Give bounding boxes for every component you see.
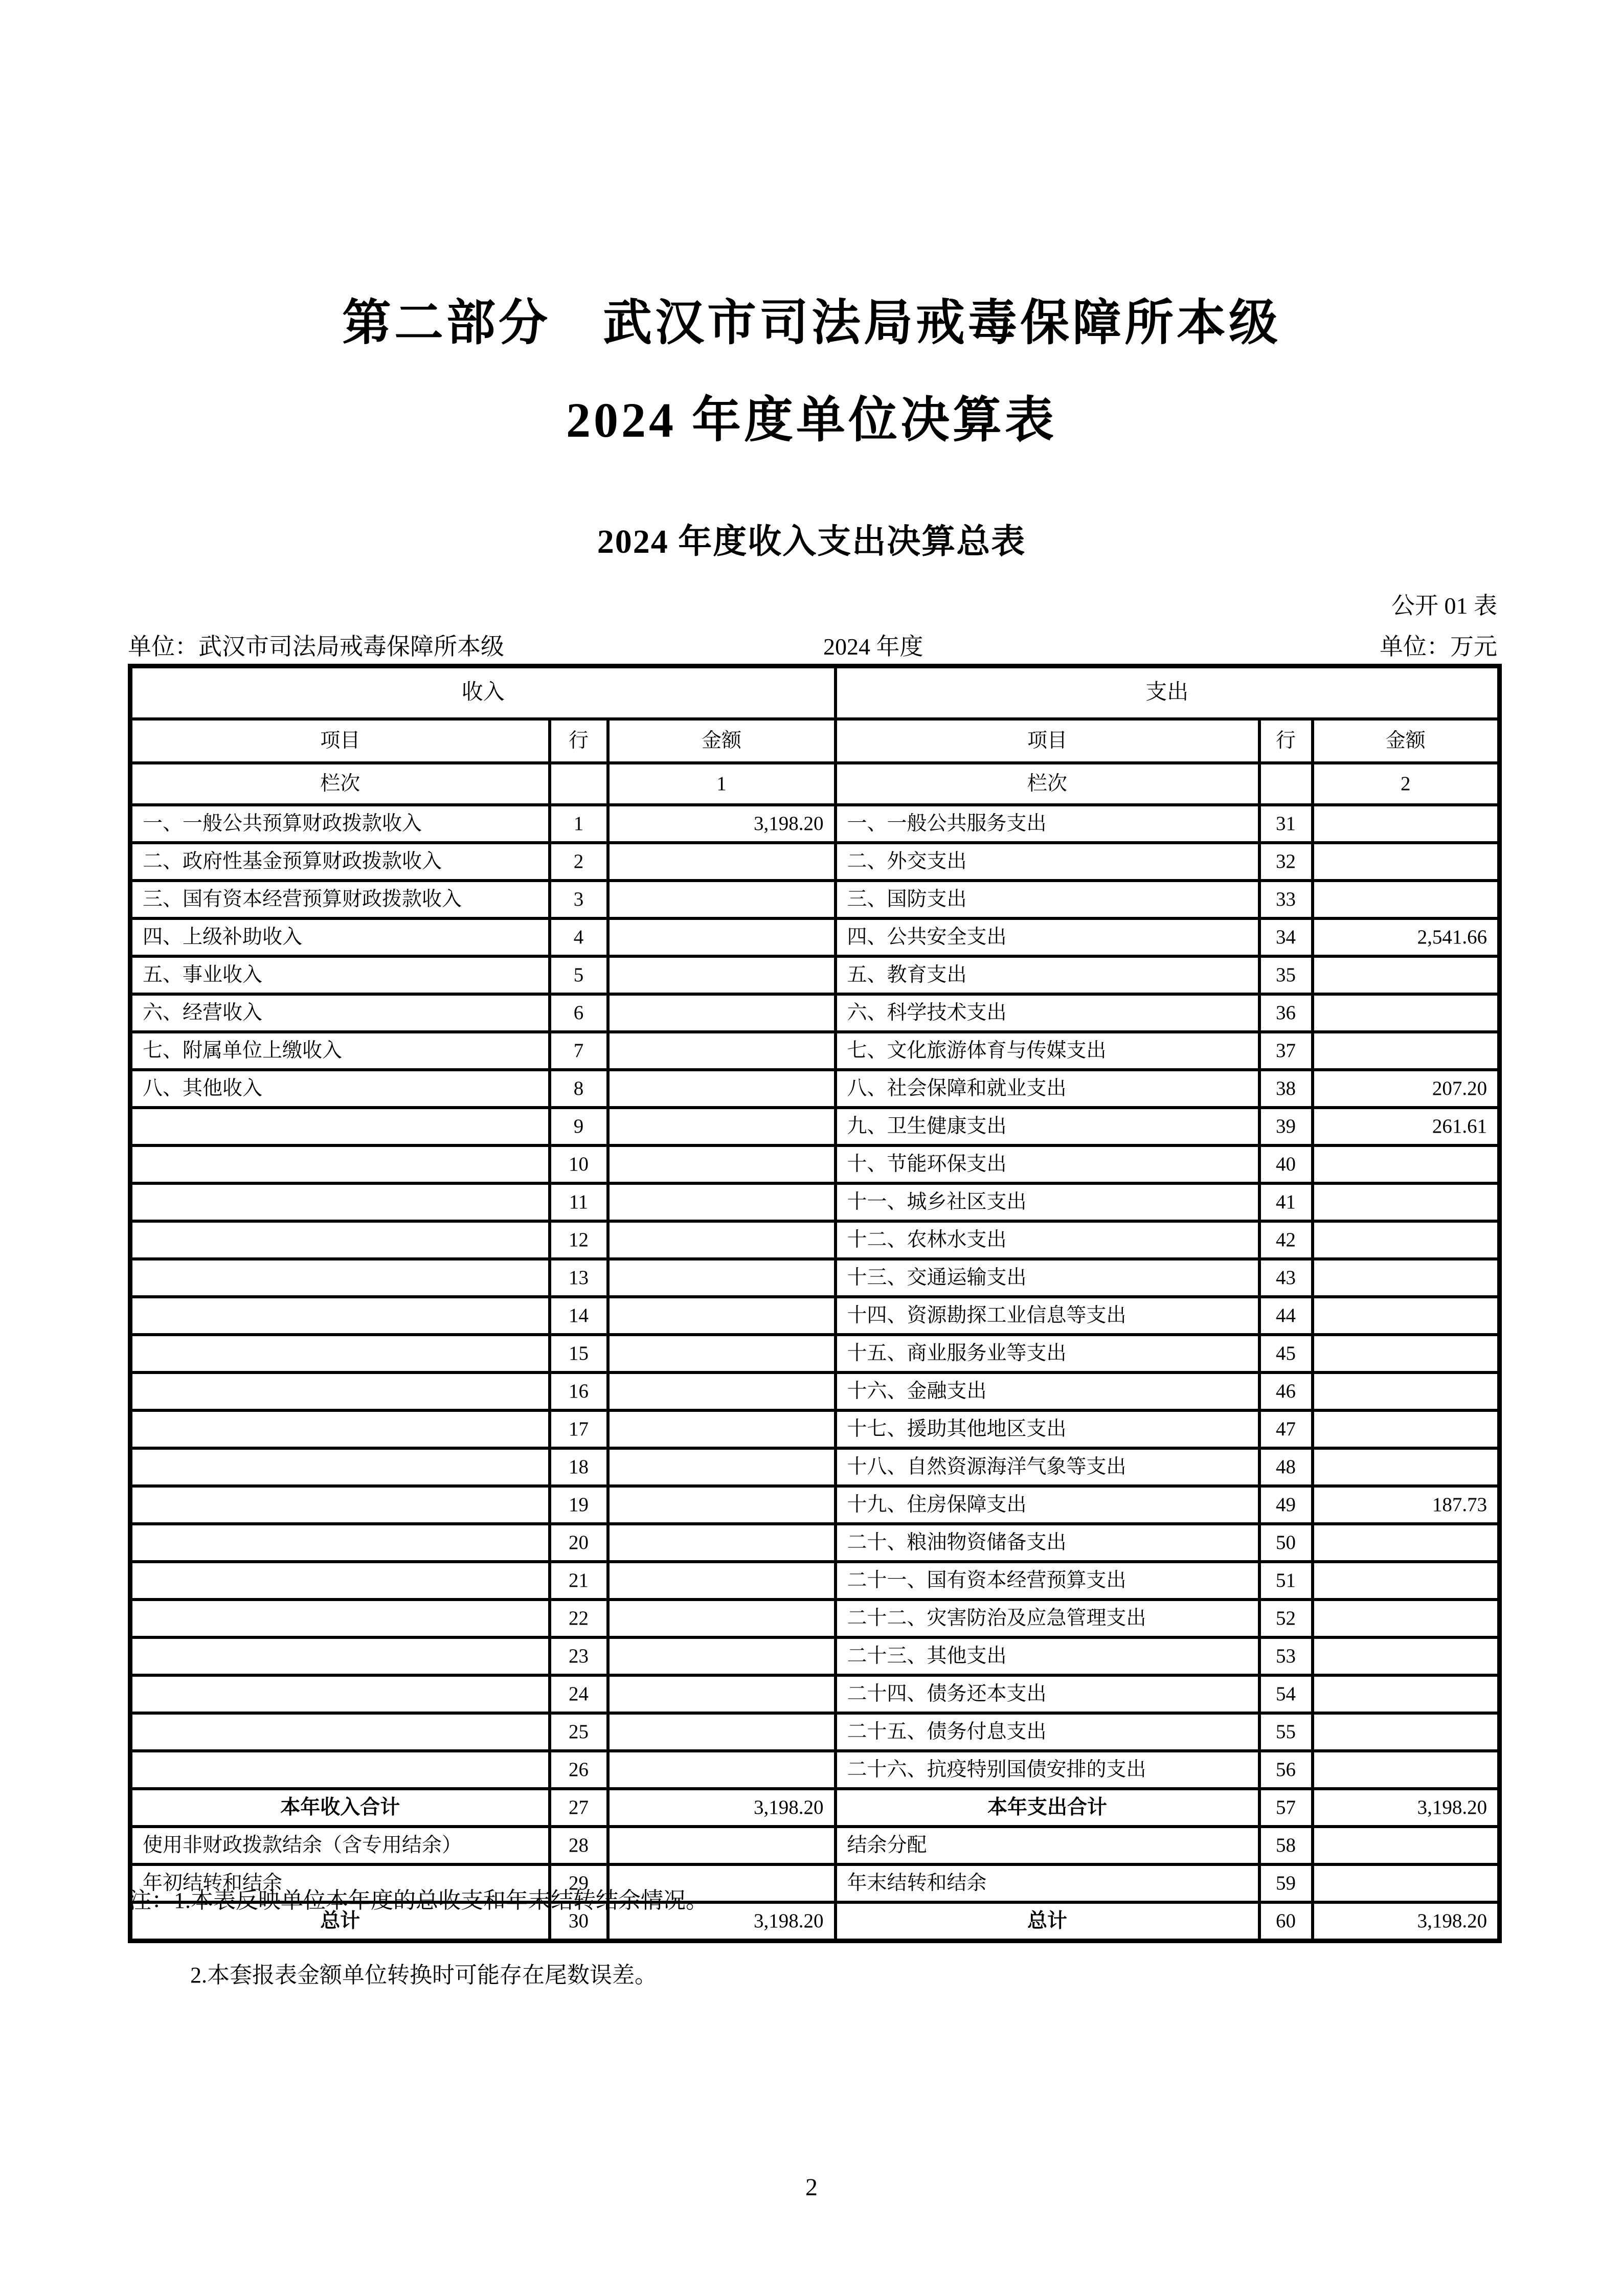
expense-amount-cell: [1313, 1145, 1500, 1183]
table-row: [130, 843, 1500, 881]
expense-amount-cell: [1313, 1713, 1500, 1751]
expense-line-column-header: 行: [1259, 719, 1313, 763]
income-amount-cell: 3,198.20: [608, 805, 836, 843]
income-amount-cell: [608, 1108, 836, 1145]
expense-line-cell: 32: [1259, 843, 1313, 881]
income-item-cell: [130, 1145, 550, 1183]
income-item-cell: [130, 1221, 550, 1259]
income-line-cell: 15: [550, 1335, 608, 1372]
expense-line-cell: 60: [1259, 1902, 1313, 1941]
income-item-cell: 总计: [130, 1902, 550, 1941]
expense-item-cell: 结余分配: [836, 1827, 1259, 1864]
income-line-cell: 26: [550, 1751, 608, 1789]
expense-line-cell: 56: [1259, 1751, 1313, 1789]
expense-item-cell: 二十六、抗疫特别国债安排的支出: [836, 1751, 1259, 1789]
income-line-cell: 4: [550, 918, 608, 956]
income-lanci-line-cell: [550, 763, 608, 805]
income-amount-cell: [608, 1032, 836, 1070]
table-row: [130, 1032, 1500, 1070]
income-line-cell: 24: [550, 1675, 608, 1713]
expense-item-cell: 十一、城乡社区支出: [836, 1183, 1259, 1221]
income-amount-cell: [608, 1372, 836, 1410]
expense-lanci-line-cell: [1259, 763, 1313, 805]
expense-line-cell: 58: [1259, 1827, 1313, 1864]
expense-line-cell: 41: [1259, 1183, 1313, 1221]
income-item-cell: [130, 1448, 550, 1486]
income-item-cell: [130, 1675, 550, 1713]
expense-amount-cell: 2,541.66: [1313, 918, 1500, 956]
currency-unit-label: 单位：万元: [1380, 634, 1497, 660]
expense-item-cell: 三、国防支出: [836, 881, 1259, 918]
expense-item-cell: 总计: [836, 1902, 1259, 1941]
income-amount-cell: [608, 1713, 836, 1751]
income-line-cell: 27: [550, 1789, 608, 1827]
income-line-cell: 12: [550, 1221, 608, 1259]
expense-item-cell: 一、一般公共服务支出: [836, 805, 1259, 843]
income-item-cell: 六、经营收入: [130, 994, 550, 1032]
income-lanci-label: 栏次: [130, 763, 550, 805]
expense-item-cell: 二、外交支出: [836, 843, 1259, 881]
expense-item-cell: 二十一、国有资本经营预算支出: [836, 1562, 1259, 1600]
income-item-cell: 五、事业收入: [130, 956, 550, 994]
table-row: [130, 1221, 1500, 1259]
income-amount-cell: [608, 1335, 836, 1372]
income-line-cell: 13: [550, 1259, 608, 1297]
income-amount-cell: [608, 1562, 836, 1600]
expense-line-cell: 40: [1259, 1145, 1313, 1183]
table-row: [130, 1524, 1500, 1562]
income-item-cell: [130, 1562, 550, 1600]
income-item-cell: 八、其他收入: [130, 1070, 550, 1108]
table-row: [130, 994, 1500, 1032]
expense-amount-cell: [1313, 1183, 1500, 1221]
expense-amount-cell: [1313, 805, 1500, 843]
section-header-row: [130, 666, 1500, 719]
table-row: [130, 1297, 1500, 1335]
income-line-cell: 20: [550, 1524, 608, 1562]
income-line-cell: 30: [550, 1902, 608, 1941]
expense-item-cell: 本年支出合计: [836, 1789, 1259, 1827]
income-amount-cell: [608, 1448, 836, 1486]
expense-amount-cell: [1313, 1448, 1500, 1486]
income-item-cell: [130, 1486, 550, 1524]
expense-line-cell: 48: [1259, 1448, 1313, 1486]
income-amount-cell: 3,198.20: [608, 1789, 836, 1827]
income-line-cell: 17: [550, 1410, 608, 1448]
expense-line-cell: 59: [1259, 1864, 1313, 1902]
expense-item-cell: 十八、自然资源海洋气象等支出: [836, 1448, 1259, 1486]
expense-amount-cell: [1313, 1675, 1500, 1713]
expense-item-column-header: 项目: [836, 719, 1259, 763]
income-amount-cell: [608, 1675, 836, 1713]
expense-item-cell: 十四、资源勘探工业信息等支出: [836, 1297, 1259, 1335]
income-item-cell: [130, 1600, 550, 1637]
income-line-cell: 16: [550, 1372, 608, 1410]
expense-amount-cell: [1313, 1032, 1500, 1070]
income-amount-cell: [608, 1183, 836, 1221]
expense-line-cell: 35: [1259, 956, 1313, 994]
column-header-row: [130, 719, 1500, 763]
expense-amount-cell: [1313, 1221, 1500, 1259]
income-item-cell: [130, 1108, 550, 1145]
income-item-cell: [130, 1259, 550, 1297]
income-item-cell: [130, 1751, 550, 1789]
expense-item-cell: 二十二、灾害防治及应急管理支出: [836, 1600, 1259, 1637]
expense-line-cell: 42: [1259, 1221, 1313, 1259]
income-item-cell: [130, 1524, 550, 1562]
income-amount-cell: [608, 1637, 836, 1675]
expense-item-cell: 十六、金融支出: [836, 1372, 1259, 1410]
income-amount-cell: [608, 1827, 836, 1864]
expense-line-cell: 46: [1259, 1372, 1313, 1410]
income-item-cell: [130, 1410, 550, 1448]
table-row: [130, 805, 1500, 843]
expense-amount-cell: 187.73: [1313, 1486, 1500, 1524]
income-amount-cell: [608, 1145, 836, 1183]
table-row: [130, 1675, 1500, 1713]
table-row: [130, 1070, 1500, 1108]
unit-name: 单位：武汉市司法局戒毒保障所本级: [128, 634, 504, 660]
income-line-cell: 10: [550, 1145, 608, 1183]
expense-line-cell: 54: [1259, 1675, 1313, 1713]
expense-line-cell: 45: [1259, 1335, 1313, 1372]
expense-item-cell: 年末结转和结余: [836, 1864, 1259, 1902]
income-amount-cell: [608, 843, 836, 881]
expense-amount-cell: [1313, 1335, 1500, 1372]
income-item-cell: [130, 1183, 550, 1221]
income-item-cell: 使用非财政拨款结余（含专用结余）: [130, 1827, 550, 1864]
page-title-line2: 2024 年度单位决算表: [566, 393, 1057, 447]
income-column-index: 1: [608, 763, 836, 805]
income-item-column-header: 项目: [130, 719, 550, 763]
income-amount-cell: [608, 1259, 836, 1297]
expense-line-cell: 57: [1259, 1789, 1313, 1827]
income-line-cell: 28: [550, 1827, 608, 1864]
income-line-cell: 1: [550, 805, 608, 843]
income-amount-cell: [608, 1486, 836, 1524]
income-line-cell: 2: [550, 843, 608, 881]
budget-table-body: [130, 666, 1500, 1941]
income-item-cell: 年初结转和结余: [130, 1864, 550, 1902]
income-line-cell: 25: [550, 1713, 608, 1751]
income-amount-cell: [608, 1600, 836, 1637]
expense-line-cell: 49: [1259, 1486, 1313, 1524]
table-subtitle: 2024 年度收入支出决算总表: [597, 523, 1026, 560]
expense-item-cell: 二十三、其他支出: [836, 1637, 1259, 1675]
income-amount-cell: [608, 994, 836, 1032]
expense-item-cell: 十二、农林水支出: [836, 1221, 1259, 1259]
income-item-cell: [130, 1297, 550, 1335]
expense-line-cell: 36: [1259, 994, 1313, 1032]
expense-amount-cell: [1313, 1637, 1500, 1675]
expense-item-cell: 二十、粮油物资储备支出: [836, 1524, 1259, 1562]
income-item-cell: 七、附属单位上缴收入: [130, 1032, 550, 1070]
expense-line-cell: 34: [1259, 918, 1313, 956]
income-line-cell: 14: [550, 1297, 608, 1335]
page-title-line1: 第二部分 武汉市司法局戒毒保障所本级: [342, 296, 1281, 350]
income-line-cell: 5: [550, 956, 608, 994]
income-section-header: 收入: [130, 666, 836, 719]
income-amount-cell: [608, 918, 836, 956]
page-number: 2: [805, 2174, 818, 2201]
expense-item-cell: 七、文化旅游体育与传媒支出: [836, 1032, 1259, 1070]
table-row: [130, 1410, 1500, 1448]
expense-item-cell: 十、节能环保支出: [836, 1145, 1259, 1183]
expense-item-cell: 二十五、债务付息支出: [836, 1713, 1259, 1751]
income-amount-cell: [608, 1221, 836, 1259]
expense-amount-cell: [1313, 1827, 1500, 1864]
expense-amount-cell: 3,198.20: [1313, 1789, 1500, 1827]
unit-info-line: [128, 628, 1497, 660]
expense-line-cell: 38: [1259, 1070, 1313, 1108]
income-item-cell: [130, 1713, 550, 1751]
expense-line-cell: 31: [1259, 805, 1313, 843]
expense-item-cell: 六、科学技术支出: [836, 994, 1259, 1032]
table-row: [130, 956, 1500, 994]
expense-line-cell: 33: [1259, 881, 1313, 918]
income-line-cell: 21: [550, 1562, 608, 1600]
table-row: [130, 918, 1500, 956]
expense-lanci-label: 栏次: [836, 763, 1259, 805]
income-amount-cell: [608, 1070, 836, 1108]
table-row: [130, 1600, 1500, 1637]
expense-item-cell: 二十四、债务还本支出: [836, 1675, 1259, 1713]
expense-line-cell: 53: [1259, 1637, 1313, 1675]
table-row: [130, 1259, 1500, 1297]
expense-amount-cell: [1313, 1297, 1500, 1335]
expense-amount-cell: [1313, 1524, 1500, 1562]
expense-line-cell: 55: [1259, 1713, 1313, 1751]
expense-amount-cell: [1313, 1372, 1500, 1410]
income-amount-cell: [608, 1410, 836, 1448]
footnote-1: 注：1.本表反映单位本年度的总收支和年末结转结余情况。: [129, 1888, 708, 1913]
expense-amount-cell: [1313, 1864, 1500, 1902]
income-item-cell: [130, 1335, 550, 1372]
expense-section-header: 支出: [836, 666, 1500, 719]
table-row: [130, 1486, 1500, 1524]
income-amount-column-header: 金额: [608, 719, 836, 763]
table-row: [130, 1713, 1500, 1751]
income-line-cell: 9: [550, 1108, 608, 1145]
expense-line-cell: 44: [1259, 1297, 1313, 1335]
income-amount-cell: [608, 881, 836, 918]
fiscal-year-label: 2024 年度: [823, 634, 923, 660]
expense-column-index: 2: [1313, 763, 1500, 805]
table-row: [130, 1183, 1500, 1221]
expense-line-cell: 37: [1259, 1032, 1313, 1070]
table-row: [130, 1108, 1500, 1145]
expense-amount-cell: [1313, 956, 1500, 994]
expense-item-cell: 四、公共安全支出: [836, 918, 1259, 956]
expense-amount-cell: [1313, 1562, 1500, 1600]
expense-item-cell: 十五、商业服务业等支出: [836, 1335, 1259, 1372]
expense-amount-cell: [1313, 843, 1500, 881]
income-line-cell: 29: [550, 1864, 608, 1902]
income-amount-cell: [608, 956, 836, 994]
table-row: [130, 1448, 1500, 1486]
table-row: [130, 1372, 1500, 1410]
expense-item-cell: 十九、住房保障支出: [836, 1486, 1259, 1524]
income-line-cell: 19: [550, 1486, 608, 1524]
income-item-cell: [130, 1637, 550, 1675]
column-index-row: [130, 763, 1500, 805]
expense-amount-cell: 207.20: [1313, 1070, 1500, 1108]
income-line-cell: 18: [550, 1448, 608, 1486]
income-amount-cell: [608, 1524, 836, 1562]
expense-item-cell: 十三、交通运输支出: [836, 1259, 1259, 1297]
expense-item-cell: 十七、援助其他地区支出: [836, 1410, 1259, 1448]
expense-item-cell: 五、教育支出: [836, 956, 1259, 994]
income-line-cell: 8: [550, 1070, 608, 1108]
income-amount-cell: [608, 1297, 836, 1335]
expense-amount-cell: 261.61: [1313, 1108, 1500, 1145]
income-item-cell: 本年收入合计: [130, 1789, 550, 1827]
table-row: [130, 1751, 1500, 1789]
expense-line-cell: 52: [1259, 1600, 1313, 1637]
income-amount-cell: [608, 1751, 836, 1789]
expense-amount-cell: 3,198.20: [1313, 1902, 1500, 1941]
income-line-cell: 22: [550, 1600, 608, 1637]
table-row: [130, 1827, 1500, 1864]
expense-line-cell: 50: [1259, 1524, 1313, 1562]
income-line-cell: 7: [550, 1032, 608, 1070]
table-row: [130, 1562, 1500, 1600]
expense-amount-cell: [1313, 1259, 1500, 1297]
budget-summary-table: [128, 664, 1502, 1943]
public-table-tag: 公开 01 表: [1391, 593, 1497, 619]
footnote-2: 2.本套报表金额单位转换时可能存在尾数误差。: [190, 1963, 657, 1988]
expense-item-cell: 九、卫生健康支出: [836, 1108, 1259, 1145]
income-line-cell: 6: [550, 994, 608, 1032]
income-line-cell: 11: [550, 1183, 608, 1221]
income-item-cell: [130, 1372, 550, 1410]
income-item-cell: 三、国有资本经营预算财政拨款收入: [130, 881, 550, 918]
expense-line-cell: 47: [1259, 1410, 1313, 1448]
expense-amount-cell: [1313, 994, 1500, 1032]
table-row: [130, 1335, 1500, 1372]
income-line-column-header: 行: [550, 719, 608, 763]
expense-line-cell: 43: [1259, 1259, 1313, 1297]
expense-line-cell: 39: [1259, 1108, 1313, 1145]
income-item-cell: 二、政府性基金预算财政拨款收入: [130, 843, 550, 881]
expense-amount-cell: [1313, 1410, 1500, 1448]
income-line-cell: 3: [550, 881, 608, 918]
table-row: [130, 1145, 1500, 1183]
income-item-cell: 一、一般公共预算财政拨款收入: [130, 805, 550, 843]
expense-line-cell: 51: [1259, 1562, 1313, 1600]
income-item-cell: 四、上级补助收入: [130, 918, 550, 956]
income-line-cell: 23: [550, 1637, 608, 1675]
table-row: [130, 1789, 1500, 1827]
expense-amount-column-header: 金额: [1313, 719, 1500, 763]
expense-item-cell: 八、社会保障和就业支出: [836, 1070, 1259, 1108]
expense-amount-cell: [1313, 1751, 1500, 1789]
expense-amount-cell: [1313, 881, 1500, 918]
table-row: [130, 881, 1500, 918]
income-amount-cell: 3,198.20: [608, 1902, 836, 1941]
expense-amount-cell: [1313, 1600, 1500, 1637]
table-row: [130, 1637, 1500, 1675]
